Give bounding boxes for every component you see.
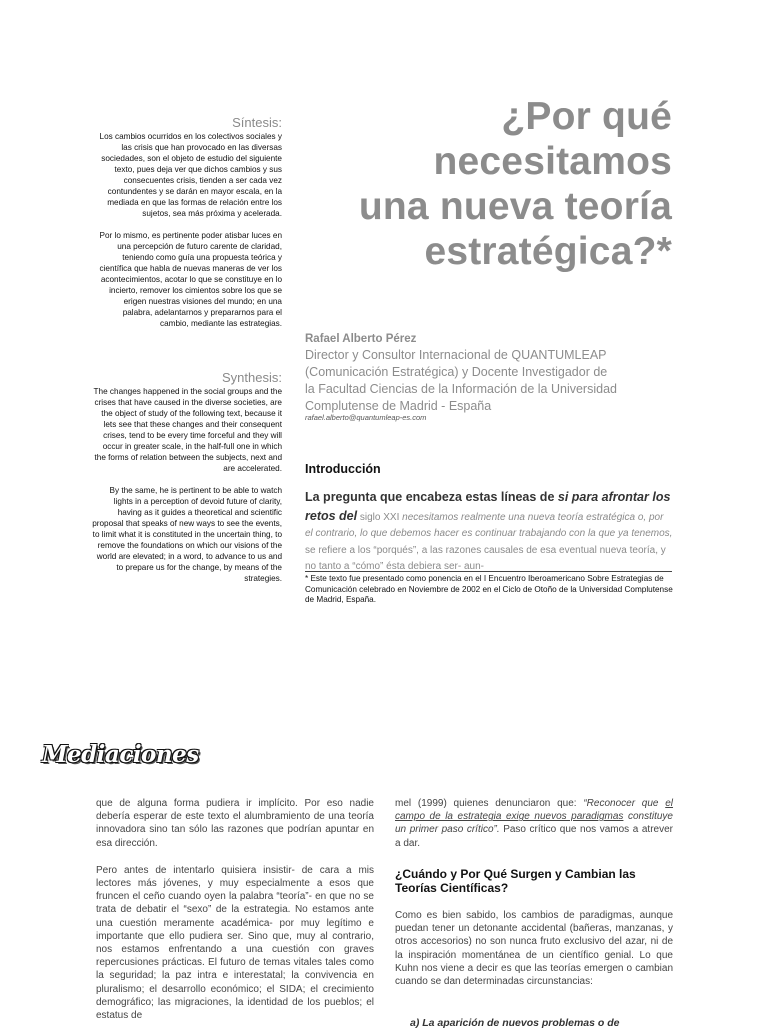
synthesis-en-body: [92, 386, 282, 595]
lead-part-e: se refiere a los “porqués”, a las razones causales de esa eventual nueva teoría, y no tanto a “cómo” ésta debiera ser- aun-: [305, 544, 666, 572]
title-line-2: necesitamos: [433, 140, 672, 183]
lead-part-d: necesitamos realmente una nueva teoría estratégica o, por el contrario, lo que debemos hacer es continuar trabajando con la que ya tenemos,: [305, 511, 673, 539]
author-email[interactable]: rafael.alberto@quantumleap-es.com: [305, 413, 427, 422]
left-paragraph-2: Pero antes de intentarlo quisiera insistir- de cara a mis lectores más jóvenes, y muy especialmente a esos que fruncen el ceño cuando oyen la palabra “teoría”- en que no se trata de debatir el “sexo” de la estrategia. No estamos ante una cuestión meramente académica- por muy legítimo e importante que ello pudiera ser. Sino que, muy al contrario, nos estamos enfrentando a una cuestión con graves repercusiones prácticas. El futuro de temas vitales tales como la seguridad; la paz intra e interestatal; la convivencia en pluralismo; el desarrollo económico; el SIDA; el crecimiento demográfico; las migraciones, la identidad de los pueblos; el estatus de: [96, 864, 374, 1022]
affiliation-line-2: (Comunicación Estratégica) y Docente Investigador de: [305, 365, 608, 379]
affiliation-line-1: Director y Consultor Internacional de QUANTUMLEAP: [305, 348, 607, 362]
title-line-1: ¿Por qué: [501, 95, 672, 138]
section-subheading: ¿Cuándo y Por Qué Surgen y Cambian las Teorías Científicas?: [395, 867, 636, 895]
right-p1-text-e: Paso crítico que nos vamos a atrever a dar.: [395, 824, 673, 849]
left-paragraph-1: que de alguna forma pudiera ir implícito. Por eso nadie debería esperar de este texto el alumbramiento de una teoría innovadora sino tan sólo las razones que podrían apuntar en esa dirección.: [96, 798, 374, 849]
right-p1-quote-open: “Reconocer que: [583, 798, 666, 809]
right-p1-quote-close: constituye un primer paso crítico”.: [395, 811, 673, 836]
author-affiliation: [305, 347, 705, 415]
synthesis-en-paragraph-2: By the same, he is pertinent to be able to watch lights in a perception of devoid future of clarity, having as it guides a theoretical and scientific proposal that speaks of new ways to see the events, to limit what it is constituted in the uncertain thing, to remove the foundations on which our visions of the world are elevated; in a word, to advance to us and to prepare us for the change, by means of the strategies.: [92, 486, 282, 583]
journal-logo: Mediaciones: [42, 741, 199, 768]
title-line-4: estratégica?*: [424, 230, 672, 273]
synthesis-es-body: [92, 131, 282, 340]
right-paragraph-2: Como es bien sabido, los cambios de paradigmas, aunque puedan tener un detonante accidental (bañeras, manzanas, y otros accesorios) no son nunca fruto exclusivo del azar, ni de la inspiración momentánea de un científico genial. Lo que Kuhn nos viene a decir es que las teorías emergen o cambian cuando se dan determinadas circunstancias:: [395, 910, 673, 988]
lead-part-a: La pregunta que encabeza estas líneas de: [305, 490, 558, 504]
synthesis-es-paragraph-1: Los cambios ocurridos en los colectivos sociales y las crisis que han provocado en las diversas sociedades, son el objeto de estudio del siguiente texto, pues deja ver que dichos cambios y sus consecuentes crisis, tienden a ser cada vez contundentes y se darán en mayor escala, en la mediada en que las formas de relación entre los sujetos, sea más próxima y acelerada.: [99, 132, 282, 218]
right-p1-quote-underlined: el campo de la estrategia exige nuevos paradigmas: [395, 798, 674, 823]
right-paragraph-1: [395, 797, 673, 850]
author-name: Rafael Alberto Pérez: [305, 333, 417, 345]
introduction-lead: [305, 489, 673, 576]
body-column-right-continued: [395, 909, 673, 1002]
right-p1-text-a: mel (1999) quienes denunciaron que:: [395, 798, 584, 809]
affiliation-line-4: Complutense de Madrid - España: [305, 399, 492, 413]
synthesis-en-heading: Synthesis:: [222, 370, 282, 385]
introduction-heading: Introducción: [305, 462, 381, 476]
lead-part-c: siglo XXI: [357, 511, 403, 523]
list-item-a: a) La aparición de nuevos problemas o de: [410, 1017, 620, 1029]
synthesis-en-paragraph-1: The changes happened in the social groups and the crises that have caused in the diverse societies, are the object of study of the following text, because it lets see that these changes and their consequent crises, tend to be every time forceful and they will occur in greater scale, in the half-full one in which the forms of relation between the subjects, next and are accelerated.: [93, 387, 282, 473]
title-line-3: una nueva teoría: [358, 185, 672, 228]
body-column-left: [96, 797, 374, 1036]
lead-part-b: si para afrontar los retos del: [305, 490, 671, 523]
synthesis-es-paragraph-2: Por lo mismo, es pertinente poder atisbar luces en una percepción de futuro carente de claridad, teniendo como guía una propuesta teórica y científica que habla de nuevas maneras de ver los acontecimientos, acotar lo que se constituye en lo incierto, remover los cimientos sobre los que se erigen nuestras visiones del mundo; en una palabra, adelantarnos y prepararnos para el cambio, mediante las estrategias.: [99, 231, 282, 328]
article-title: [296, 94, 672, 274]
footnote-rule: [305, 571, 672, 572]
footnote: * Este texto fue presentado como ponencia en el I Encuentro Iberoamericano Sobre Estrategias de Comunicación celebrado en Noviembre de 2002 en el Ciclo de Otoño de la Universidad Complutense de Madrid, España.: [305, 574, 673, 604]
body-column-right: [395, 797, 673, 862]
synthesis-es-heading: Síntesis:: [232, 115, 282, 130]
affiliation-line-3: la Facultad Ciencias de la Información de la Universidad: [305, 382, 617, 396]
